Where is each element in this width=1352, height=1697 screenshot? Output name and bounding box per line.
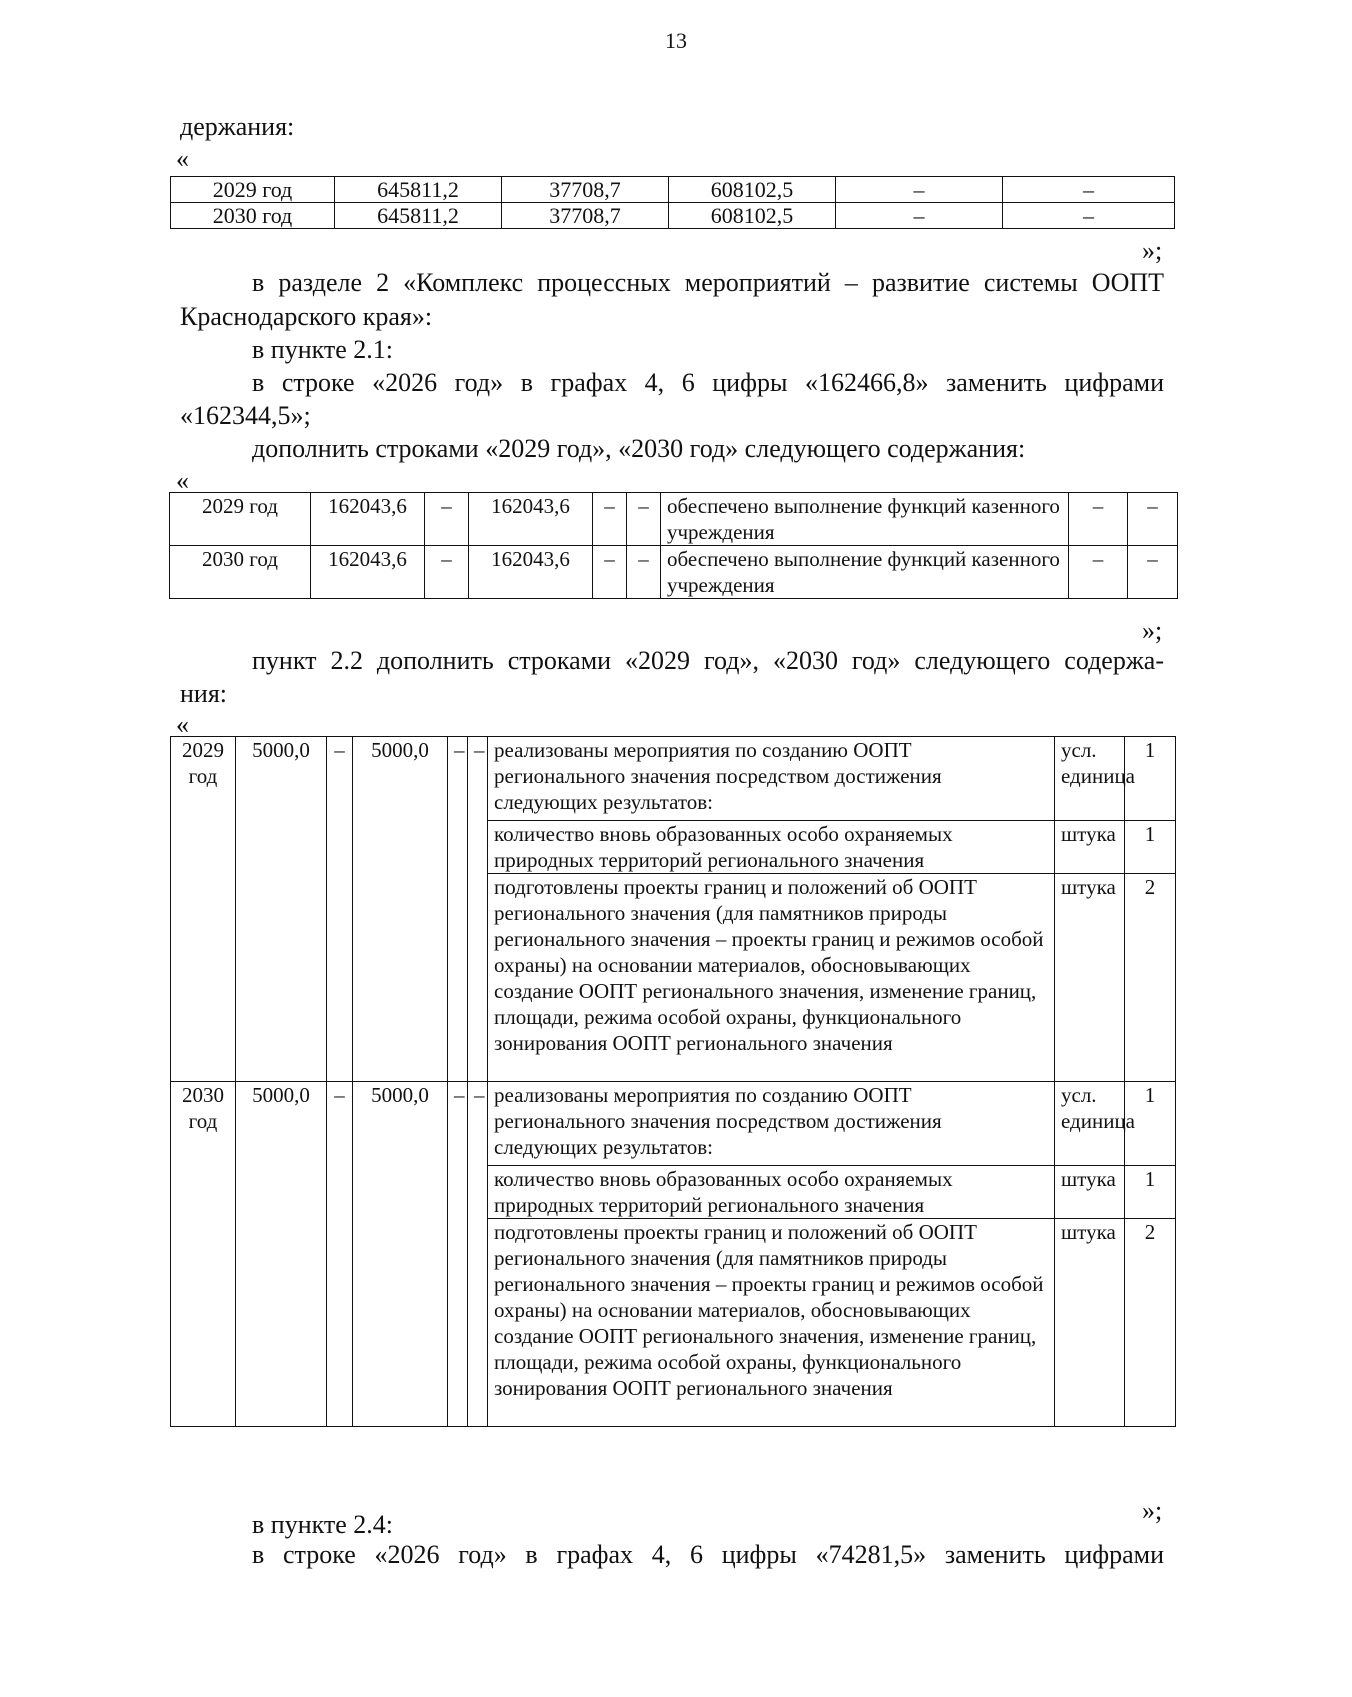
unit-cell: штука bbox=[1055, 821, 1125, 874]
total-cell: 162043,6 bbox=[311, 493, 425, 546]
unit-cell: штука bbox=[1055, 1166, 1125, 1219]
other-cell: – bbox=[468, 737, 488, 1082]
result-cell: обеспечено выполнение функций казенного учреждения bbox=[661, 546, 1069, 599]
regional-cell: 5000,0 bbox=[353, 1082, 448, 1427]
result-cell: количество вновь образованных особо охраняемых природных территорий регионального значения bbox=[488, 1166, 1055, 1219]
total-cell: 645811,2 bbox=[335, 177, 502, 203]
year-cell: 2030 год bbox=[170, 546, 311, 599]
year-cell: 2029 год bbox=[171, 737, 236, 1082]
result-cell: реализованы мероприятия по созданию ООПТ регионального значения посредством достижения следующих результатов: bbox=[488, 1082, 1055, 1166]
value-cell: 2 bbox=[1125, 1219, 1176, 1427]
federal-cell: – bbox=[425, 546, 469, 599]
regional-cell: 162043,6 bbox=[469, 546, 593, 599]
total-cell: 645811,2 bbox=[335, 203, 502, 229]
unit-cell: усл. единица bbox=[1055, 1082, 1125, 1166]
page-number: 13 bbox=[665, 28, 687, 53]
item22-line1: пункт 2.2 дополнить строками «2029 год», «2030 год» следующего содержа- bbox=[252, 646, 1164, 675]
local-cell: – bbox=[593, 493, 627, 546]
unit-cell: усл. единица bbox=[1055, 737, 1125, 821]
result-cell: обеспечено выполнение функций казенного учреждения bbox=[661, 493, 1069, 546]
close-quote: »; bbox=[1142, 236, 1163, 265]
item21-replace-line2: «162344,5»; bbox=[180, 401, 311, 430]
other-cell: – bbox=[627, 546, 661, 599]
regional-budget-cell: 37708,7 bbox=[502, 177, 669, 203]
close-quote: »; bbox=[1142, 616, 1163, 645]
value-cell: 1 bbox=[1125, 737, 1176, 821]
item22-line2: ния: bbox=[180, 679, 228, 708]
open-quote: « bbox=[176, 466, 189, 495]
close-quote: »; bbox=[1142, 1496, 1163, 1525]
federal-cell: – bbox=[425, 493, 469, 546]
open-quote: « bbox=[176, 710, 189, 739]
local-cell: – bbox=[448, 1082, 468, 1427]
funding-table bbox=[170, 176, 1175, 229]
item21-heading: в пункте 2.1: bbox=[252, 335, 394, 364]
regional-budget-cell: 37708,7 bbox=[502, 203, 669, 229]
year-cell: 2030 год bbox=[171, 203, 335, 229]
result-cell: количество вновь образованных особо охраняемых природных территорий регионального значения bbox=[488, 821, 1055, 874]
table-row bbox=[171, 203, 1175, 229]
local-cell: – bbox=[836, 177, 1003, 203]
local-cell: – bbox=[593, 546, 627, 599]
local-cell: – bbox=[448, 737, 468, 1082]
continuation-text: держания: bbox=[180, 112, 295, 141]
item24-heading: в пункте 2.4: bbox=[252, 1510, 394, 1539]
table-row bbox=[170, 546, 1178, 599]
year-cell: 2029 год bbox=[171, 177, 335, 203]
federal-cell: 608102,5 bbox=[669, 203, 836, 229]
unit-cell: – bbox=[1069, 493, 1128, 546]
local-cell: – bbox=[836, 203, 1003, 229]
federal-cell: – bbox=[327, 737, 353, 1082]
table-row bbox=[171, 737, 1176, 821]
result-cell: подготовлены проекты границ и положений об ООПТ регионального значения (для памятников природы регионального значения – проекты границ и режимов особой охраны) на основании материалов, обосновывающих создание ООПТ регионального значения, изменение границ, площади, режима особой охраны, функционального зонирования ООПТ регионального значения bbox=[488, 1219, 1055, 1427]
total-cell: 162043,6 bbox=[311, 546, 425, 599]
value-cell: 2 bbox=[1125, 874, 1176, 1082]
institution-table bbox=[169, 492, 1178, 599]
value-cell: 1 bbox=[1125, 1082, 1176, 1166]
result-cell: подготовлены проекты границ и положений об ООПТ регионального значения (для памятников природы регионального значения – проекты границ и режимов особой охраны) на основании материалов, обосновывающих создание ООПТ регионального значения, изменение границ, площади, режима особой охраны, функционального зонирования ООПТ регионального значения bbox=[488, 874, 1055, 1082]
item24-replace: в строке «2026 год» в графах 4, 6 цифры «74281,5» заменить цифрами bbox=[252, 1540, 1164, 1569]
other-cell: – bbox=[627, 493, 661, 546]
federal-cell: – bbox=[327, 1082, 353, 1427]
unit-cell: штука bbox=[1055, 874, 1125, 1082]
table-row bbox=[170, 493, 1178, 546]
other-cell: – bbox=[1003, 177, 1175, 203]
year-cell: 2030 год bbox=[171, 1082, 236, 1427]
value-cell: 1 bbox=[1125, 1166, 1176, 1219]
table-row bbox=[171, 1082, 1176, 1166]
section2-line2: Краснодарского края»: bbox=[180, 302, 433, 331]
other-cell: – bbox=[1003, 203, 1175, 229]
other-cell: – bbox=[468, 1082, 488, 1427]
section2-line1: в разделе 2 «Комплекс процессных мероприятий – развитие системы ООПТ bbox=[252, 268, 1164, 297]
table-row bbox=[171, 177, 1175, 203]
regional-cell: 162043,6 bbox=[469, 493, 593, 546]
total-cell: 5000,0 bbox=[236, 1082, 327, 1427]
unit-cell: штука bbox=[1055, 1219, 1125, 1427]
total-cell: 5000,0 bbox=[236, 737, 327, 1082]
value-cell: – bbox=[1128, 546, 1178, 599]
result-cell: реализованы мероприятия по созданию ООПТ регионального значения посредством достижения следующих результатов: bbox=[488, 737, 1055, 821]
federal-cell: 608102,5 bbox=[669, 177, 836, 203]
unit-cell: – bbox=[1069, 546, 1128, 599]
value-cell: 1 bbox=[1125, 821, 1176, 874]
protected-areas-table bbox=[170, 736, 1176, 1427]
item21-add: дополнить строками «2029 год», «2030 год» следующего содержания: bbox=[252, 434, 1026, 463]
year-cell: 2029 год bbox=[170, 493, 311, 546]
regional-cell: 5000,0 bbox=[353, 737, 448, 1082]
value-cell: – bbox=[1128, 493, 1178, 546]
item21-replace-line1: в строке «2026 год» в графах 4, 6 цифры «162466,8» заменить цифрами bbox=[252, 368, 1164, 397]
open-quote: « bbox=[176, 144, 189, 173]
